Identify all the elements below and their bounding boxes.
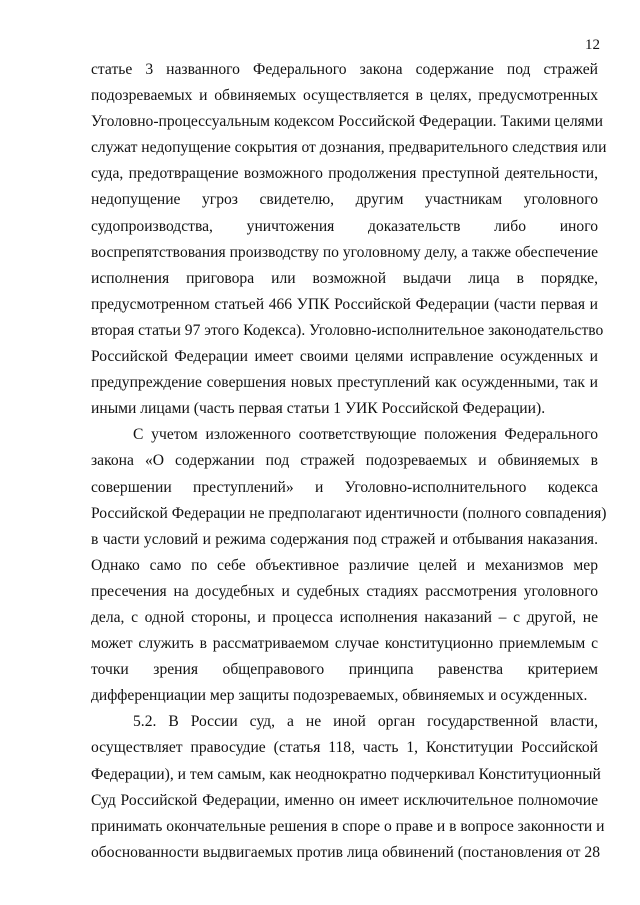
text-line: пресечения на досудебных и судебных стадиях рассмотрения уголовного	[91, 582, 598, 600]
text-line: принимать окончательные решения в споре о праве и в вопросе законности и	[91, 817, 605, 835]
text-line: судопроизводства, уничтожения доказательств либо иного	[91, 217, 598, 235]
text-line: подозреваемых и обвиняемых осуществляется в целях, предусмотренных	[91, 87, 598, 105]
text-line: обоснованности выдвигаемых против лица обвинений (постановления от 28	[91, 843, 600, 861]
paragraph-3	[91, 709, 605, 866]
text-line: недопущение угроз свидетелю, другим участникам уголовного	[91, 191, 598, 209]
text-line: Российской Федерации имеет своими целями исправление осужденных и	[91, 348, 598, 366]
text-line: осуществляет правосудие (статья 118, часть 1, Конституции Российской	[91, 739, 598, 757]
text-line: точки зрения общеправового принципа равенства критерием	[91, 661, 598, 679]
text-line: С учетом изложенного соответствующие положения Федерального	[133, 426, 598, 444]
text-line: статье 3 названного Федерального закона содержание под стражей	[91, 61, 598, 78]
paragraph-1	[91, 57, 607, 422]
text-line: в части условий и режима содержания под стражей и отбывания наказания.	[91, 530, 598, 548]
page-number: 12	[585, 37, 600, 53]
text-line: дифференциации мер защиты подозреваемых, обвиняемых и осужденных.	[91, 687, 588, 705]
text-line: предупреждение совершения новых преступлений как осужденными, так и	[91, 374, 598, 392]
text-line: воспрепятствования производству по уголовному делу, а также обеспечение	[91, 243, 598, 261]
text-line: исполнения приговора или возможной выдачи лица в порядке,	[91, 269, 598, 287]
text-line: Уголовно-процессуальным кодексом Российской Федерации. Такими целями	[91, 113, 603, 131]
text-line: Однако само по себе объективное различие целей и механизмов мер	[91, 556, 598, 574]
paragraph-2	[91, 422, 607, 709]
text-line: предусмотренном статьей 466 УПК Российской Федерации (части первая и	[91, 295, 598, 313]
text-line: Суд Российской Федерации, именно он имеет исключительное полномочие	[91, 791, 598, 809]
text-line: совершении преступлений» и Уголовно-исполнительного кодекса	[91, 478, 598, 496]
text-line: вторая статьи 97 этого Кодекса). Уголовно-исполнительное законодательство	[91, 321, 604, 339]
text-line: иными лицами (часть первая статьи 1 УИК Российской Федерации).	[91, 400, 546, 418]
text-line: Федерации), и тем самым, как неоднократно подчеркивал Конституционный	[91, 765, 601, 783]
text-line: 5.2. В России суд, а не иной орган государственной власти,	[133, 713, 598, 731]
text-line: дела, с одной стороны, и процесса исполнения наказаний – с другой, не	[91, 608, 598, 626]
text-line: закона «О содержании под стражей подозреваемых и обвиняемых в	[91, 452, 598, 470]
text-line: суда, предотвращение возможного продолжения преступной деятельности,	[91, 165, 598, 183]
text-line: Российской Федерации не предполагают идентичности (полного совпадения)	[91, 504, 607, 522]
document-body	[91, 57, 607, 866]
text-line: служат недопущение сокрытия от дознания, предварительного следствия или	[91, 139, 607, 157]
text-line: может служить в рассматриваемом случае конституционно приемлемым с	[91, 635, 598, 653]
